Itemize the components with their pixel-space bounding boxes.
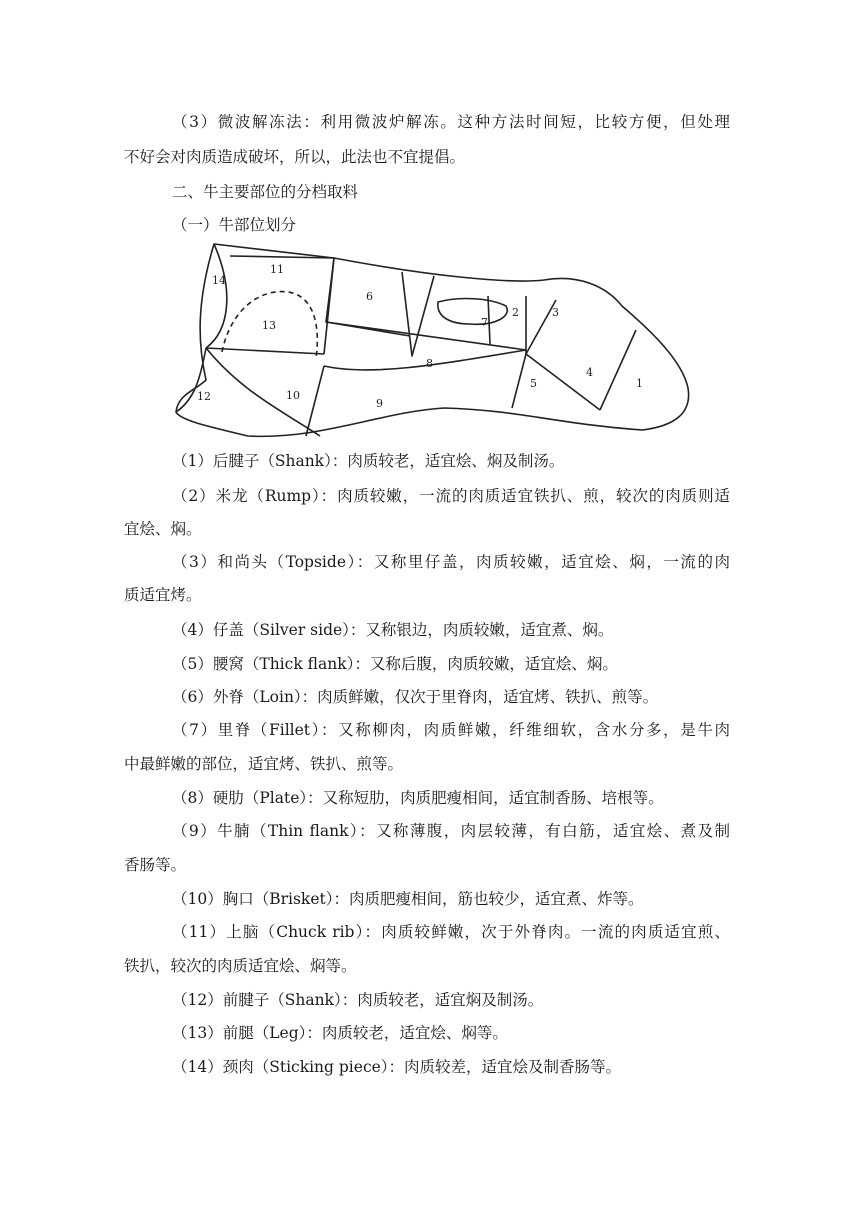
item-3-line-1: （3）和尚头（Topside）：又称里仔盖，肉质较嫩，适宜烩、焖，一流的肉 — [172, 553, 730, 571]
label-2: 2 — [512, 306, 519, 319]
fillet-7 — [438, 299, 507, 325]
label-7: 7 — [481, 316, 488, 329]
intro-line-1: （3）微波解冻法：利用微波炉解冻。这种方法时间短，比较方便，但处理 — [172, 113, 730, 131]
boundary-12-10 — [206, 348, 320, 436]
item-9-line-2: 香肠等。 — [124, 856, 187, 874]
label-8: 8 — [426, 357, 433, 370]
label-9: 9 — [376, 397, 383, 410]
label-14: 14 — [212, 274, 226, 287]
item-8-line-1: （8）硬肋（Plate）：又称短肋，肉质肥瘦相间，适宜制香肠、培根等。 — [172, 789, 664, 807]
label-4: 4 — [586, 366, 593, 379]
boundary-9 — [306, 366, 324, 436]
boundary-2-left — [488, 296, 490, 344]
intro-line-2: 不好会对肉质造成破坏，所以，此法也不宜提倡。 — [124, 148, 466, 166]
label-6: 6 — [366, 290, 373, 303]
item-9-line-1: （9）牛腩（Thin flank）：又称薄腹，肉层较薄，有白筋，适宜烩、煮及制 — [172, 822, 730, 840]
item-7-line-2: 中最鲜嫩的部位，适宜烤、铁扒、煎等。 — [124, 755, 404, 773]
label-12: 12 — [197, 390, 211, 403]
boundary-6-loin — [326, 322, 526, 350]
label-13: 13 — [262, 319, 276, 332]
label-1: 1 — [636, 377, 643, 390]
item-11-line-2: 铁扒，较次的肉质适宜烩、焖等。 — [124, 957, 357, 975]
label-5: 5 — [530, 377, 537, 390]
boundary-13-lower — [206, 348, 324, 354]
label-3: 3 — [552, 306, 559, 319]
item-1-line-1: （1）后腱子（Shank）：肉质较老，适宜烩、焖及制汤。 — [172, 452, 565, 470]
boundary-4-right — [600, 330, 636, 410]
item-3-line-2: 质适宜烤。 — [124, 586, 202, 604]
label-10: 10 — [286, 389, 300, 402]
item-2-line-1: （2）米龙（Rump）：肉质较嫩，一流的肉质适宜铁扒、煎，较次的肉质则适 — [172, 487, 730, 505]
item-4-line-1: （4）仔盖（Silver side）：又称银边，肉质较嫩，适宜煮、焖。 — [172, 621, 614, 639]
item-7-line-1: （7）里脊（Fillet）：又称柳肉，肉质鲜嫩，纤维细软，含水分多，是牛肉 — [172, 721, 730, 739]
section-heading: 二、牛主要部位的分档取料 — [172, 183, 359, 201]
item-5-line-1: （5）腰窝（Thick flank）：又称后腹，肉质较嫩，适宜烩、焖。 — [172, 655, 618, 673]
item-11-line-1: （11）上脑（Chuck rib）：肉质较鲜嫩，次于外脊肉。一流的肉质适宜煎、 — [172, 923, 730, 941]
item-2-line-2: 宜烩、焖。 — [124, 520, 202, 538]
item-10-line-1: （10）胸口（Brisket）：肉质肥瘦相间，筋也较少，适宜煮、炸等。 — [172, 890, 644, 908]
item-6-line-1: （6）外脊（Loin）：肉质鲜嫩，仅次于里脊肉，适宜烤、铁扒、煎等。 — [172, 688, 659, 706]
boundary-8-notch — [402, 272, 434, 356]
item-14-line-1: （14）颈肉（Sticking piece）：肉质较差，适宜烩及制香肠等。 — [172, 1058, 622, 1076]
item-12-line-1: （12）前腱子（Shank）：肉质较老，适宜焖及制汤。 — [172, 991, 544, 1009]
item-13-line-1: （13）前腿（Leg）：肉质较老，适宜烩、焖等。 — [172, 1024, 508, 1042]
beef-outline — [176, 244, 689, 436]
boundary-5 — [512, 354, 526, 408]
beef-cuts-diagram — [170, 240, 694, 440]
boundary-9-top — [324, 350, 526, 370]
boundary-4-left — [526, 354, 600, 410]
subsection-heading: （一）牛部位划分 — [172, 216, 297, 234]
label-11: 11 — [270, 263, 284, 276]
